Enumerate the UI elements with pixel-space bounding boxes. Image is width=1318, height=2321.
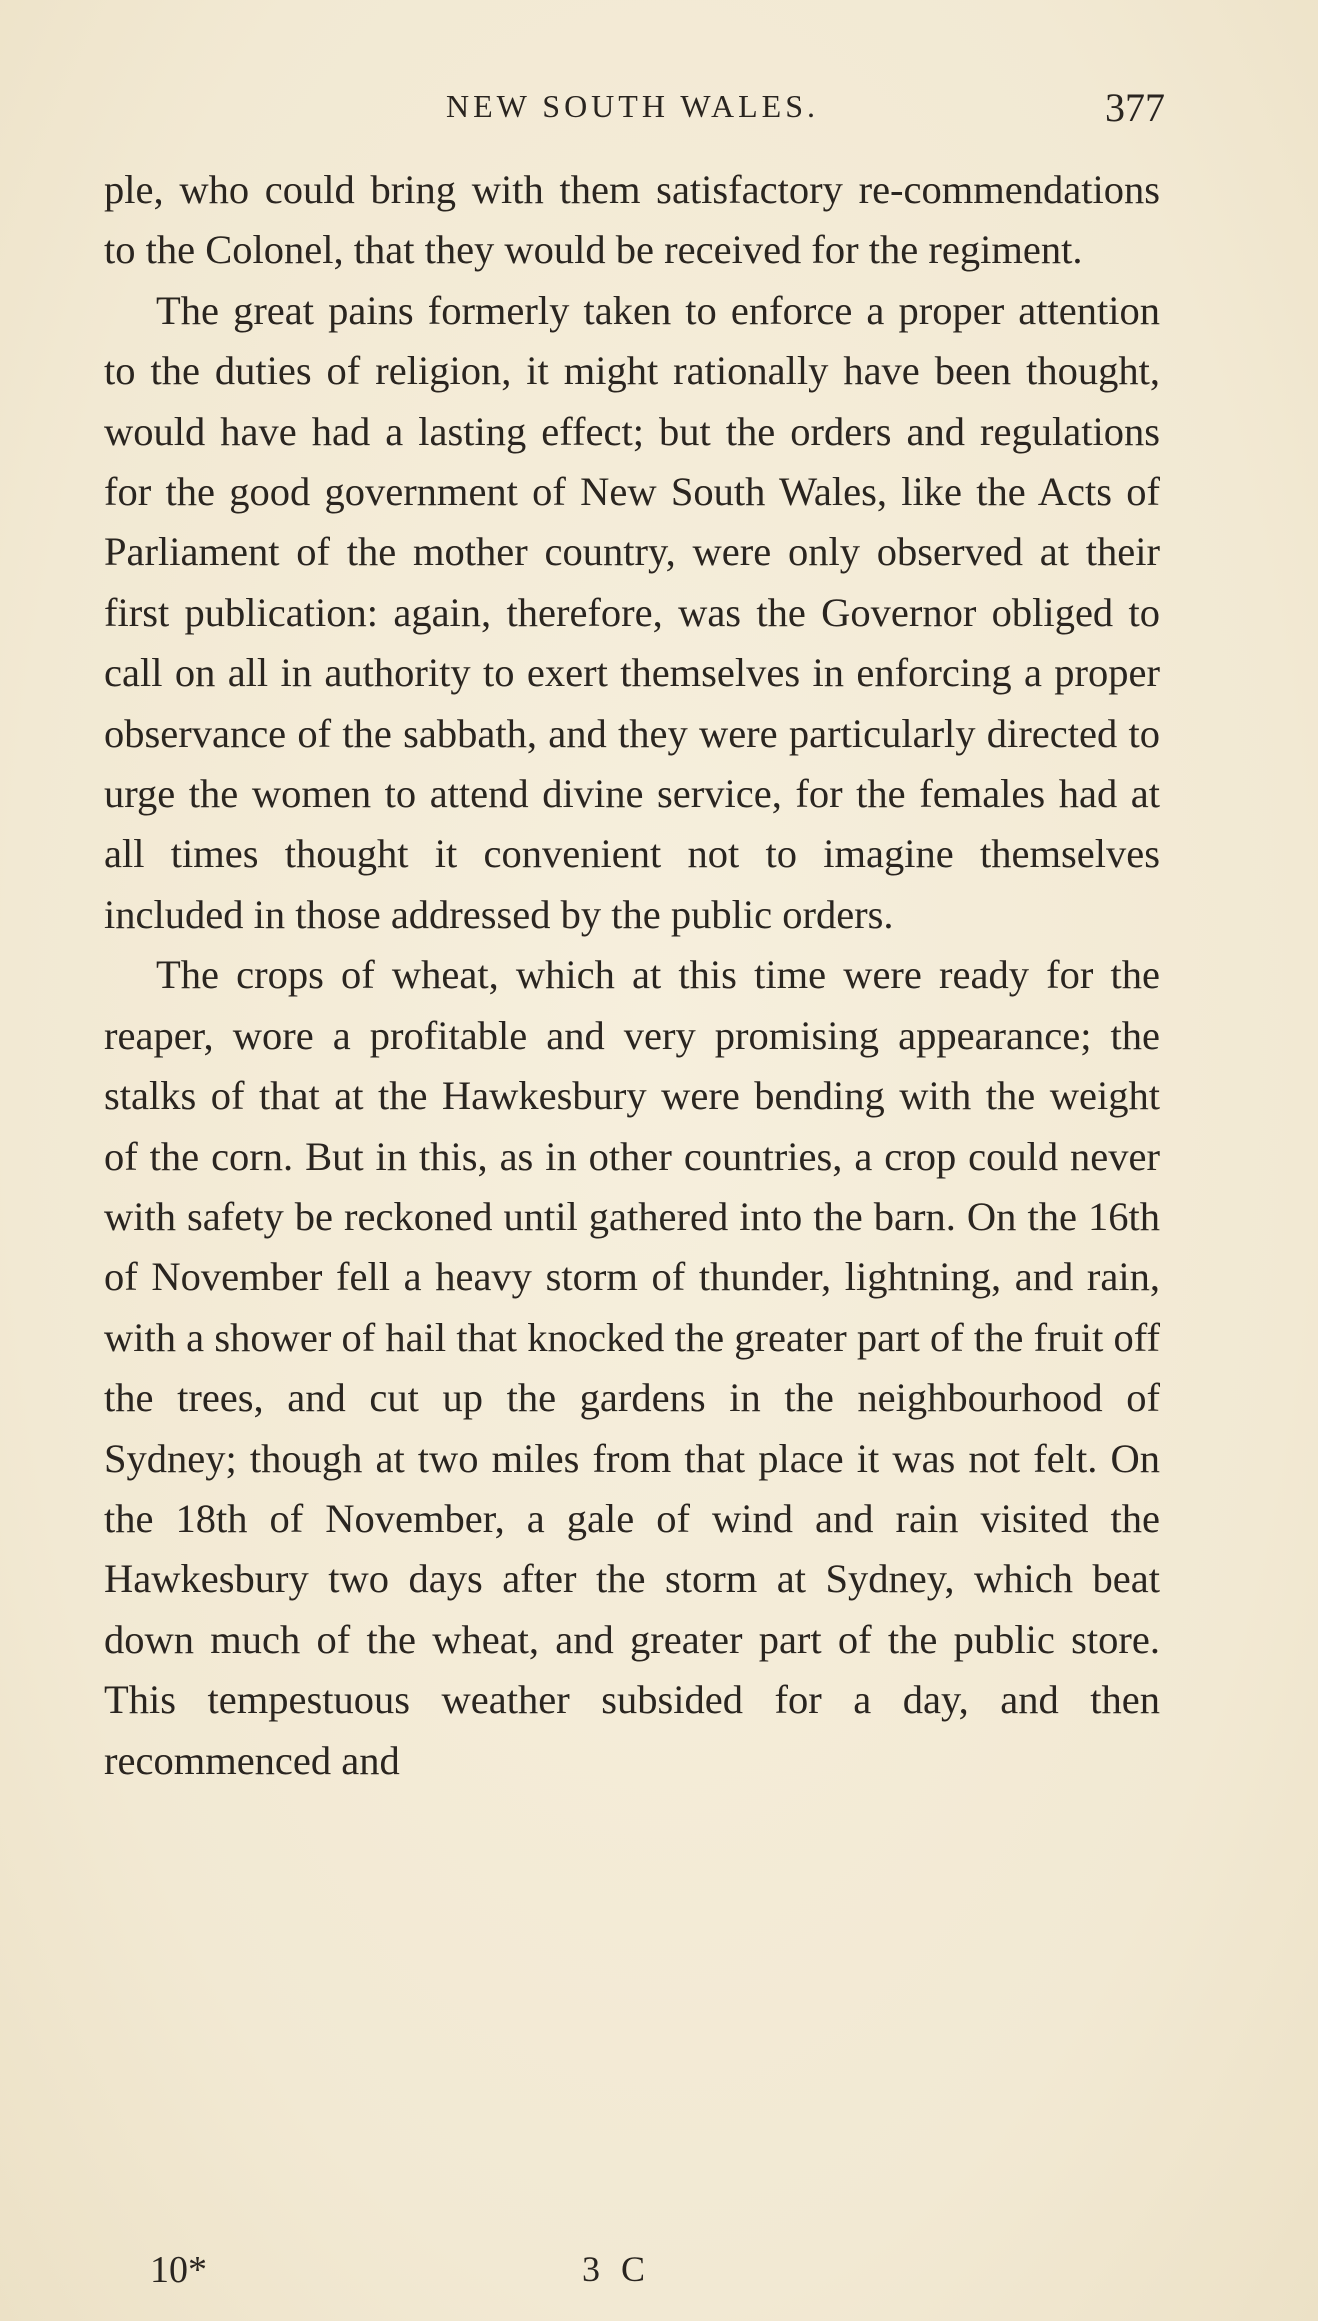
page-footer	[150, 2248, 750, 2298]
signature-mark: 3 C	[582, 2249, 652, 2289]
paragraph-crops: The crops of wheat, which at this time were ready for the reaper, wore a profitable and very promising appearance; the stalks of that at the Hawkesbury were bending with the weight of the corn. But in this, as in other countries, a crop could never with safety be reckoned until gathered into the barn. On the 16th of November fell a heavy storm of thunder, lightning, and rain, with a shower of hail that knocked the greater part of the fruit off the trees, and cut up the gardens in the neighbourhood of Sydney; though at two miles from that place it was not felt. On the 18th of November, a gale of wind and rain visited the Hawkesbury two days after the storm at Sydney, which beat down much of the wheat, and greater part of the public store. This tempestuous weather subsided for a day, and then recommenced and	[104, 952, 1160, 1783]
paragraph-religion: The great pains formerly taken to enforce a proper attention to the duties of religion, it might rationally have been thought, would have had a lasting effect; but the orders and regulations for the good government of New South Wales, like the Acts of Parliament of the mother country, were only observed at their first publication: again, therefore, was the Governor obliged to call on all in authority to exert themselves in enforcing a proper observance of the sabbath, and they were particularly directed to urge the women to attend divine service, for the females had at all times thought it convenient not to imagine themselves included in those addressed by the public orders.	[104, 287, 1160, 937]
page-number: 377	[1105, 85, 1165, 130]
page-header	[100, 85, 1165, 138]
paragraph-continued: ple, who could bring with them satisfactory re-commendations to the Colonel, that they would be received for the regiment.	[104, 167, 1160, 273]
signature-number: 10*	[150, 2249, 207, 2291]
page-body	[104, 160, 1160, 1791]
running-title: NEW SOUTH WALES.	[445, 88, 820, 124]
